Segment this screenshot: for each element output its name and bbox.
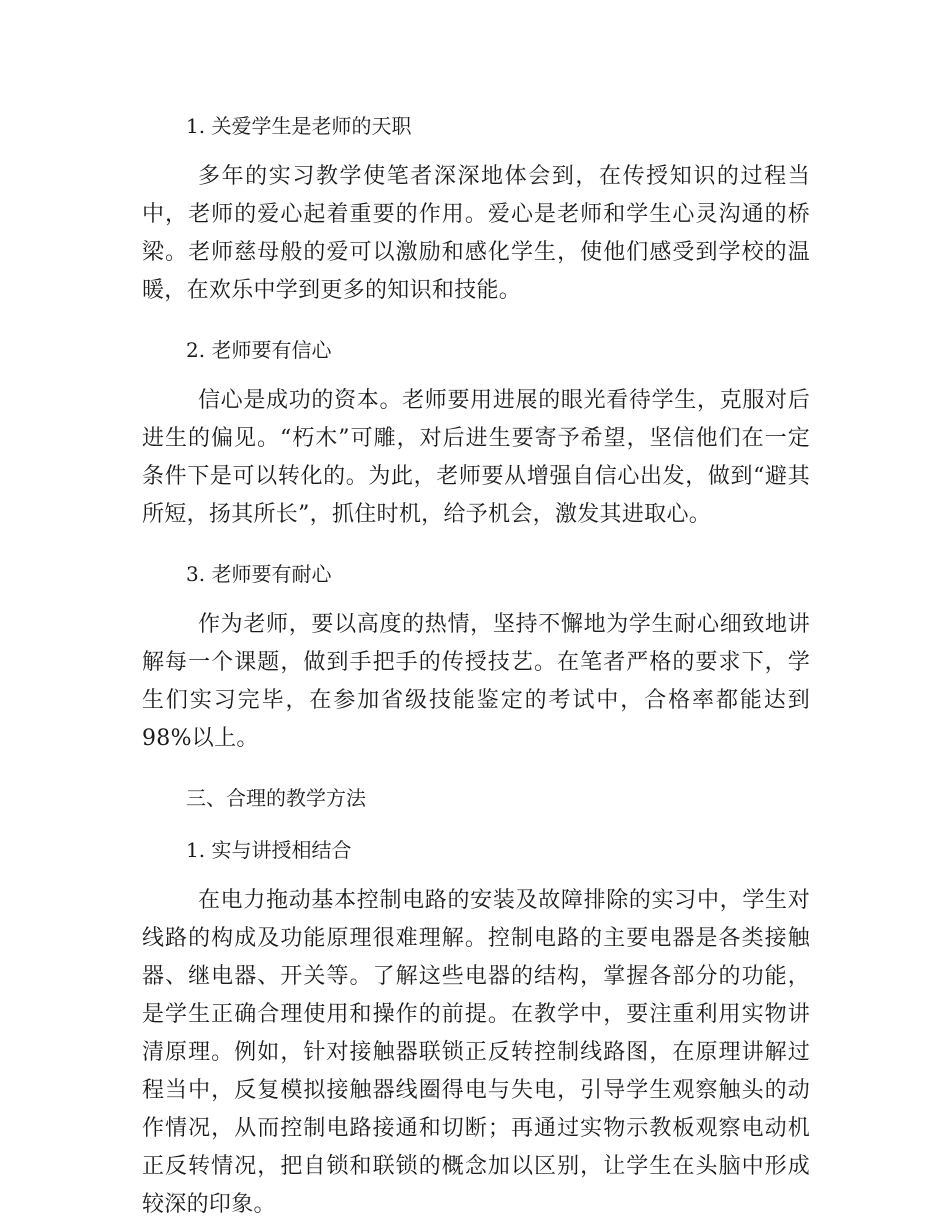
- paragraph-confidence: 信心是成功的资本。老师要用进展的眼光看待学生，克服对后进生的偏见。“朽木”可雕，对后进生要寄予希望，坚信他们在一定条件下是可以转化的。为此，老师要从增强自信心出发，做到“避其所短，扬其所长”，抓住时机，给予机会，激发其进取心。: [142, 388, 810, 527]
- document-page: [142, 106, 810, 1224]
- paragraph-patience: 作为老师，要以高度的热情，坚持不懈地为学生耐心细致地讲解每一个课题，做到手把手的传授技艺。在笔者严格的要求下，学生们实习完毕，在参加省级技能鉴定的考试中，合格率都能达到98%以上。: [142, 612, 810, 751]
- chapter-heading-teaching-methods: 三、合理的教学方法: [186, 786, 366, 810]
- section-heading-confidence: 2. 老师要有信心: [186, 338, 332, 362]
- section-heading-patience: 3. 老师要有耐心: [186, 562, 332, 586]
- paragraph-practice-lecture: 在电力拖动基本控制电路的安装及故障排除的实习中，学生对线路的构成及功能原理很难理解。控制电路的主要电器是各类接触器、继电器、开关等。了解这些电器的结构，掌握各部分的功能，是学生正确合理使用和操作的前提。在教学中，要注重利用实物讲清原理。例如，针对接触器联锁正反转控制线路图，在原理讲解过程当中，反复模拟接触器线圈得电与失电，引导学生观察触头的动作情况，从而控制电路接通和切断；再通过实物示教板观察电动机正反转情况，把自锁和联锁的概念加以区别，让学生在头脑中形成较深的印象。: [142, 888, 810, 1217]
- paragraph-care: 多年的实习教学使笔者深深地体会到，在传授知识的过程当中，老师的爱心起着重要的作用。爱心是老师和学生心灵沟通的桥梁。老师慈母般的爱可以激励和感化学生，使他们感受到学校的温暖，在欢乐中学到更多的知识和技能。: [142, 164, 810, 303]
- section-heading-practice-lecture: 1. 实与讲授相结合: [186, 838, 352, 862]
- section-heading-care: 1. 关爱学生是老师的天职: [186, 114, 412, 138]
